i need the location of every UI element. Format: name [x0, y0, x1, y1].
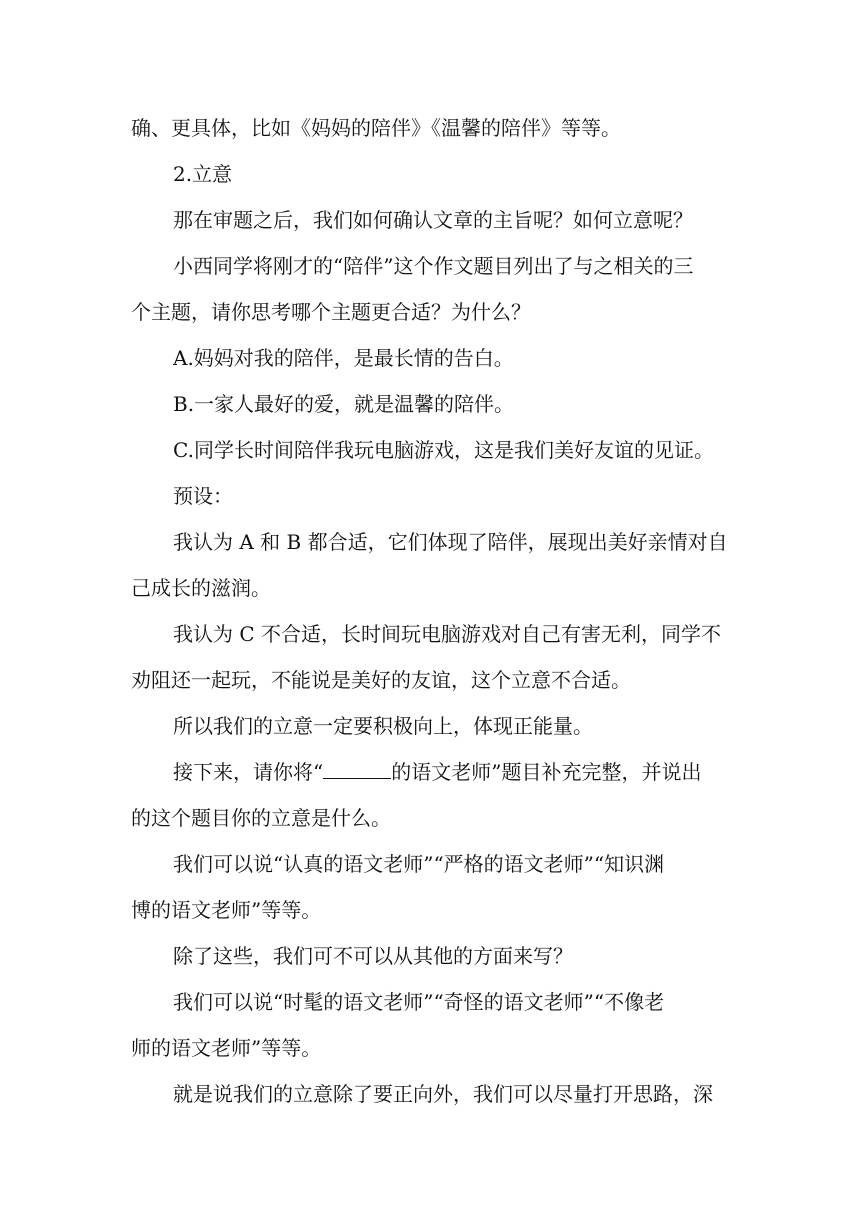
paragraph-line: 确、更具体，比如《妈妈的陪伴》《温馨的陪伴》等等。: [131, 116, 621, 140]
option-a: A.妈妈对我的陪伴，是最长情的告白。: [173, 346, 514, 370]
preset-label: 预设：: [173, 484, 233, 508]
fill-in-prefix: 接下来，请你将“: [173, 760, 324, 784]
paragraph-line: 那在审题之后，我们如何确认文章的主旨呢？如何立意呢？: [173, 208, 693, 232]
fill-in-suffix: 的语文老师”题目补充完整，并说出: [391, 760, 702, 784]
paragraph-line: 小西同学将刚才的“陪伴”这个作文题目列出了与之相关的三: [173, 254, 694, 278]
paragraph-line: 所以我们的立意一定要积极向上，体现正能量。: [173, 714, 593, 738]
paragraph-line: 己成长的滋润。: [131, 576, 271, 600]
paragraph-line: 我认为 C 不合适，长时间玩电脑游戏对自己有害无利，同学不: [173, 622, 722, 646]
paragraph-line: 我们可以说“时髦的语文老师”“奇怪的语文老师”“不像老: [173, 990, 665, 1014]
paragraph-line: 我们可以说“认真的语文老师”“严格的语文老师”“知识渊: [173, 852, 665, 876]
fill-in-blank: [323, 760, 391, 779]
paragraph-line: 除了这些，我们可不可以从其他的方面来写？: [173, 944, 573, 968]
paragraph-line: 就是说我们的立意除了要正向外，我们可以尽量打开思路，深: [173, 1082, 713, 1106]
option-c: C.同学长时间陪伴我玩电脑游戏，这是我们美好友谊的见证。: [173, 438, 714, 462]
paragraph-line: 的这个题目你的立意是什么。: [131, 806, 391, 830]
paragraph-line: 劝阻还一起玩，不能说是美好的友谊，这个立意不合适。: [131, 668, 631, 692]
paragraph-line: 博的语文老师”等等。: [131, 898, 322, 922]
paragraph-line: 个主题，请你思考哪个主题更合适？为什么？: [131, 300, 531, 324]
option-b: B.一家人最好的爱，就是温馨的陪伴。: [173, 392, 515, 416]
fill-in-line: [173, 759, 741, 785]
paragraph-line: 我认为 A 和 B 都合适，它们体现了陪伴，展现出美好亲情对自: [173, 530, 728, 554]
section-heading: 2.立意: [173, 162, 233, 186]
paragraph-line: 师的语文老师”等等。: [131, 1036, 322, 1060]
